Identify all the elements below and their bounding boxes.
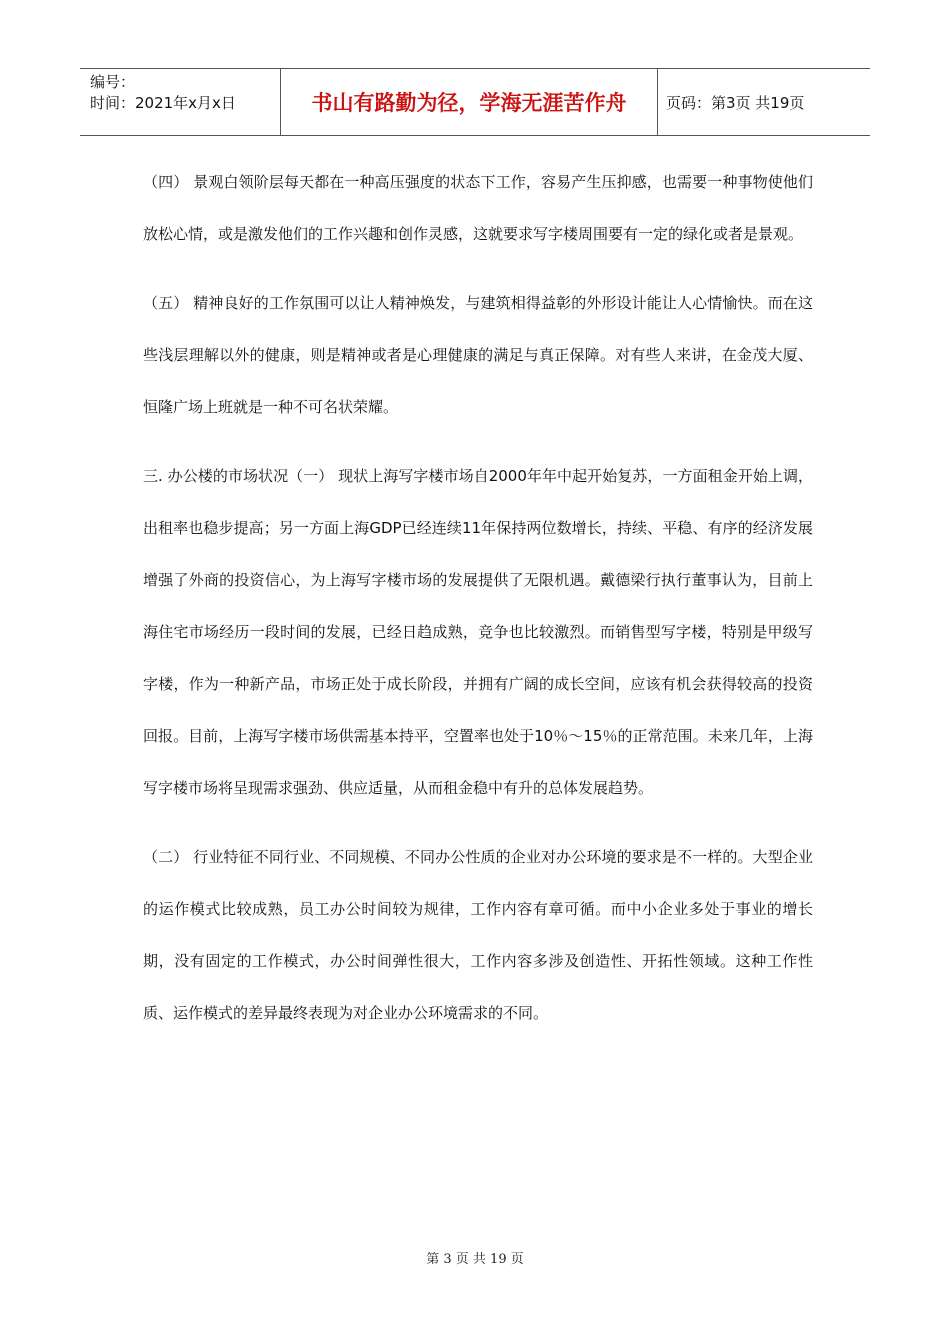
- header-left-cell: [80, 69, 280, 135]
- header-page-number: 页码：第3页 共19页: [666, 93, 805, 112]
- paragraph-spirit: （五） 精神良好的工作氛围可以让人精神焕发，与建筑相得益彰的外形设计能让人心情愉快。而在这些浅层理解以外的健康，则是精神或者是心理健康的满足与真正保障。对有些人来讲，在金茂大厦、恒隆广场上班就是一种不可名状荣耀。: [143, 294, 813, 416]
- document-number-label: 编号：: [90, 73, 136, 91]
- document-date: 时间：2021年x月x日: [90, 94, 236, 112]
- paragraph-landscape: （四） 景观白领阶层每天都在一种高压强度的状态下工作，容易产生压抑感，也需要一种事物使他们放松心情，或是激发他们的工作兴趣和创作灵感，这就要求写字楼周围要有一定的绿化或者是景观。: [143, 173, 813, 243]
- page-footer: 第 3 页 共 19 页: [426, 1252, 524, 1267]
- header-motto: 书山有路勤为径，学海无涯苦作舟: [280, 69, 658, 135]
- page-header: [80, 68, 870, 136]
- document-body: [143, 156, 813, 1056]
- paragraph-market-status: 三. 办公楼的市场状况（一） 现状上海写字楼市场自2000年年中起开始复苏，一方面租金开始上调，出租率也稳步提高；另一方面上海GDP已经连续11年保持两位数增长，持续、平稳、有序的经济发展增强了外商的投资信心，为上海写字楼市场的发展提供了无限机遇。戴德梁行执行董事认为，目前上海住宅市场经历一段时间的发展，已经日趋成熟，竞争也比较激烈。而销售型写字楼，特别是甲级写字楼，作为一种新产品，市场正处于成长阶段，并拥有广阔的成长空间，应该有机会获得较高的投资回报。目前，上海写字楼市场供需基本持平，空置率也处于10％～15％的正常范围。未来几年，上海写字楼市场将呈现需求强劲、供应适量，从而租金稳中有升的总体发展趋势。: [143, 467, 813, 797]
- paragraph-industry-features: （二） 行业特征不同行业、不同规模、不同办公性质的企业对办公环境的要求是不一样的。大型企业的运作模式比较成熟，员工办公时间较为规律，工作内容有章可循。而中小企业多处于事业的增长期，没有固定的工作模式，办公时间弹性很大，工作内容多涉及创造性、开拓性领域。这种工作性质、运作模式的差异最终表现为对企业办公环境需求的不同。: [143, 848, 813, 1022]
